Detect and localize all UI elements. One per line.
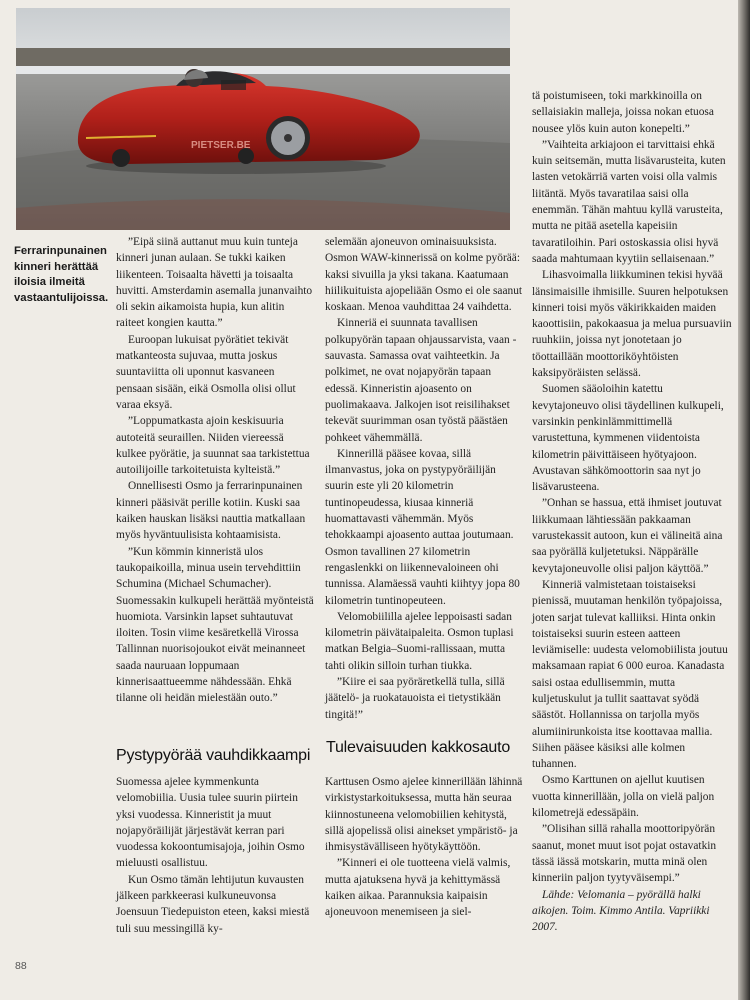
page-edge bbox=[738, 0, 750, 1000]
paragraph: selemään ajoneuvon ominaisuuksista. Osmon WAW-kinnerissä on kolme pyörää: kaksi sivuilla ja yksi takana. Kaatumaan hiilikuituista ajopeliään Osmo ei ole saanut koskaan. Menoa vauhdittaa 24 vaihdetta. bbox=[325, 236, 523, 314]
page-number: 88 bbox=[15, 960, 27, 972]
paragraph: Karttusen Osmo ajelee kinnerillään lähinnä virkistystarkoituksessa, mutta hän seuraa kiinnostuneena velomobiilien kehitystä, sillä ajopelissä olisi ainekset ympäristö- ja ihmisystävälliseen hyötykäyttöön. bbox=[325, 776, 523, 854]
column-1-lower bbox=[116, 774, 314, 937]
paragraph: Kinneriä valmistetaan toistaiseksi pienissä, muutaman henkilön työpajoissa, joten sarjat tulevat kalliiksi. Hinta onkin toistaiseksi suurin esteen aatteen leviämiselle: uudesta velomobiilista joutuu maksamaan rapiat 6 000 euroa. Kanadasta saisi ostaa edullisemmin, mutta kuljetuskulut ja tullit saattavat syödä säästöt. Hollannissa on tarjolla myös alumiinirunkoista itse koottavaa mallia. Siihen pääsee käsiksi alle kolmen tuhannen. bbox=[532, 578, 728, 771]
column-2 bbox=[325, 234, 523, 723]
photo-caption: Ferrarinpunainen kinneri herättää iloisia ilmeitä vastaantulijoissa. bbox=[14, 245, 109, 305]
paragraph: ”Olisihan sillä rahalla moottoripyörän saanut, monet muut isot pojat ostavatkin tässä iässä motskarin, mutta minä olen kinneriin paljon tyytyväisempi.” bbox=[532, 823, 717, 885]
paragraph: ”Eipä siinä auttanut muu kuin tunteja kinneri junan aulaan. Se tukki kaiken liikenteen. Toisaalta hävetti ja toisaalta huvitti. Amsterdamin asemalla junanvaihto oli sekin aikamoista hupia, kun alitin raiteet kongien kautta.” bbox=[116, 236, 313, 330]
paragraph: Suomessa ajelee kymmenkunta velomobiilia. Uusia tulee suurin piirtein yksi vuodessa. Kinneristit ja muut nojapyöräilijät järjestävät kerran pari vuodessa kokoontumisajoja, joihin Osmo mieluusti osallistuu. bbox=[116, 776, 305, 870]
paragraph: ”Vaihteita arkiajoon ei tarvittaisi ehkä kuin seitsemän, mutta lisävarusteita, kuten lasten vetokärriä varten voisi olla valmis liitäntä. Myös tavaratilaa saisi olla enemmän. Tähän mahtuu kyllä varusteita, mutta ne pitää asetella kapeisiin tavaratiloihin. Pari ostoskassia olisi hyvä saada mahtumaan kyytiin sellaisenaan.” bbox=[532, 138, 726, 265]
paragraph: Osmo Karttunen on ajellut kuutisen vuotta kinnerillään, jolla on vielä paljon kilometrejä edessäpäin. bbox=[532, 774, 715, 820]
velomobile-photo bbox=[16, 8, 510, 230]
paragraph: Velomobiililla ajelee leppoisasti sadan kilometrin päivätaipaleita. Osmon tuplasi matkan Belgia–Suomi-rallissaan, mutta tahti olikin silloin turhan tiukka. bbox=[325, 610, 514, 672]
paragraph: Suomen sääoloihin katettu kevytajoneuvo olisi täydellinen kulkupeli, varsinkin penkinlämmittimellä varustettuna, kymmenen viidentoista kilometrin päivittäiseen hyötyajoon. Avustavan sähkömoottorin saa nyt jo lisävarusteena. bbox=[532, 383, 724, 494]
velomobile-image bbox=[16, 8, 510, 230]
paragraph: ”Loppumatkasta ajoin keskisuuria autoteitä seuraillen. Niiden viereessä kulkee pyörätie, ja suunnat saa tarkistettua autoilijoille tarkoitetuista kylteistä.” bbox=[116, 415, 310, 477]
paragraph: Onnellisesti Osmo ja ferrarinpunainen kinneri pääsivät perille kotiin. Kuski saa kaiken hauskan lisäksi nauttia matkallaan myös hyväntuulisista kohtaamisista. bbox=[116, 480, 306, 542]
section-heading: Pystypyörää vauhdikkaampi bbox=[116, 747, 311, 764]
column-2-lower bbox=[325, 774, 523, 921]
paragraph: ”Onhan se hassua, että ihmiset joutuvat liikkumaan lähtiessään pakkaaman varustekassit autoon, kun ei välineitä aina saa pyörällä kuljetetuksi. Näppärälle kevytajoneuvolle olisi paljon käyttöä.” bbox=[532, 497, 723, 575]
section-heading: Tulevaisuuden kakkosauto bbox=[326, 739, 511, 756]
paragraph: Kun Osmo tämän lehtijutun kuvausten jälkeen parkkeerasi kulkuneuvonsa Joensuun Tiedepuiston eteen, kaksi miestä tuli suu messingillä ky- bbox=[116, 873, 310, 935]
vehicle-decal: PIETSER.BE bbox=[191, 140, 251, 151]
paragraph: tä poistumiseen, toki markkinoilla on sellaisiakin malleja, joissa nokan etuosa nousee ylös kuin auton konepelti.” bbox=[532, 90, 714, 135]
paragraph: Euroopan lukuisat pyörätiet tekivät matkanteosta sujuvaa, mutta joskus suuntaviitta oli uponnut kasvaneen pensaan sisään, eikä Osmolla olisi ollut varaa eksyä. bbox=[116, 333, 296, 411]
paragraph: ”Kiire ei saa pyöräretkellä tulla, sillä jäätelö- ja ruokatauoista ei tietystikään tingitä!” bbox=[325, 676, 505, 721]
paragraph: Kinneriä ei suunnata tavallisen polkupyörän tapaan ohjaussarvista, vaan -sauvasta. Samassa ovat vaihteetkin. Ja polkimet, ne ovat nojapyörän tapaan edessä. Kinneristin ajoasento on puolimakaava. Jalkojen isot reisilihakset tekevät suurimman osan työstä päästäen pohkeet vähemmällä. bbox=[325, 317, 517, 444]
paragraph: Lihasvoimalla liikkuminen tekisi hyvää länsimaisille ihmisille. Suuren helpotuksen kinneri toisi myös väkirikkaiden maiden kaoottisiin, pakokaasua ja melua pursuaviin ruuhkiin, joissa nyt jonotetaan jo töottaillään moottoriköyhtöisten kaksipyöräisten selässä. bbox=[532, 269, 732, 380]
column-3 bbox=[532, 88, 732, 935]
paragraph: Kinnerillä pääsee kovaa, sillä ilmanvastus, joka on pystypyöräilijän suurin este yli 20 kilometrin tuntinopeudessa, kiusaa kinneriä huomattavasti vähemmän. Myös tehokkaampi ajoasento auttaa joutumaan. Osmon tavallinen 27 kilometrin rengaslenkki on liikennevaloineen ohi tunnissa. Alamäessä vauhti kiihtyy jopa 80 kilometrin tuntinopeuteen. bbox=[325, 447, 520, 607]
paragraph: ”Kun kömmin kinneristä ulos taukopaikoilla, minua usein tervehdittiin Schumina (Michael Schumacher). Suomessakin kulkupeli herättää myönteistä huomiota. Varsinkin lapset suhtautuvat iloiten. Tosin viime kesäretkellä Virossa Tallinnan nuorisojoukot eivät meinanneet saada nauruaan loppumaan kinnerisaattueemme nähdessään. Ehkä tilanne oli heidän mielestään outo.” bbox=[116, 545, 314, 705]
paragraph: ”Kinneri ei ole tuotteena vielä valmis, mutta ajatuksena hyvä ja kehittymässä kaiken aikaa. Parannuksia kaipaisin ajoneuvoon menemiseen ja siel- bbox=[325, 857, 511, 919]
column-1 bbox=[116, 234, 314, 707]
source-note: Lähde: Velomania – pyörällä halki aikojen. Toim. Kimmo Antila. Vapriikki 2007. bbox=[532, 888, 710, 934]
